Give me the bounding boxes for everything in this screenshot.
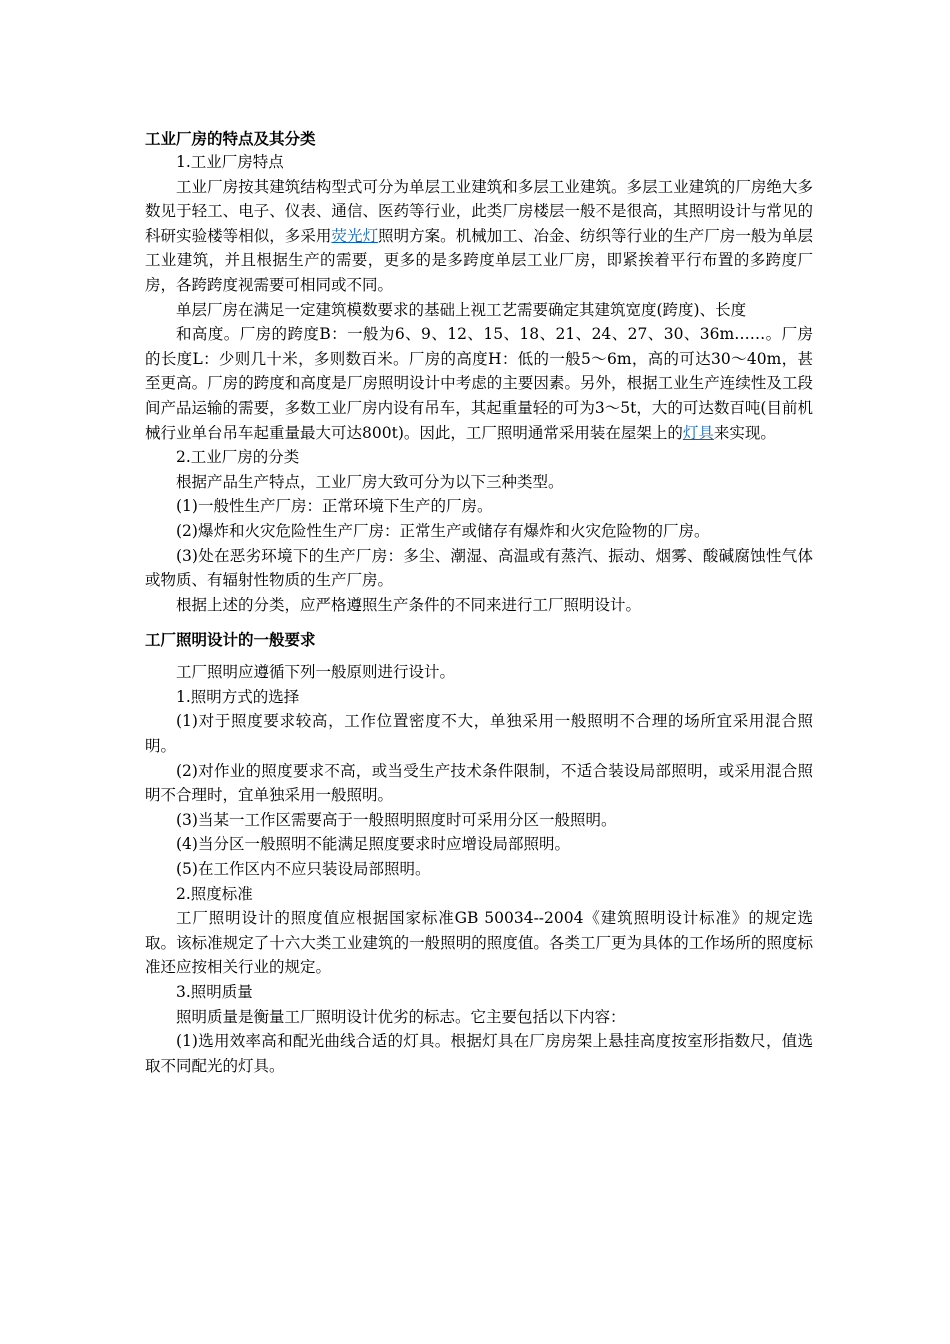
paragraph-lighting-quality: 照明质量是衡量工厂照明设计优劣的标志。它主要包括以下内容： (176, 1007, 626, 1026)
list-item-local-lighting: (4)当分区一般照明不能满足照度要求时应增设局部照明。 (176, 835, 570, 854)
list-item-zoned-lighting: (3)当某一工作区需要高于一般照明照度时可采用分区一般照明。 (176, 810, 617, 829)
list-item-no-local-only: (5)在工作区内不应只装设局部照明。 (176, 860, 431, 879)
list-item-general-lighting: (2)对作业的照度要求不高，或当受生产技术条件限制，不适合装设局部照明，或采用混合照明不合理时，宜单独采用一般照明。 (145, 761, 813, 805)
link-fluorescent-lamp[interactable]: 荧光灯 (331, 226, 379, 245)
paragraph-dimensions (145, 322, 813, 445)
section-spacer (145, 617, 813, 629)
paragraph-classification-conclusion: 根据上述的分类，应严格遵照生产条件的不同来进行工厂照明设计。 (176, 595, 642, 614)
paragraph-text: 和高度。厂房的跨度B：一般为6、9、12、15、18、21、24、27、30、36m……。厂房的长度L：少则几十米，多则数百米。厂房的高度H：低的一般5～6m，高的可达30～40m，甚至更高。厂房的跨度和高度是厂房照明设计中考虑的主要因素。另外，根据工业生产连续性及工段间产品运输的需要，多数工业厂房内设有吊车，其起重量轻的可为3～5t，大的可达数百吨(目前机械行业单台吊车起重量最大可达800t)。因此，工厂照明通常采用装在屋架上的 (145, 325, 813, 442)
document-body (145, 128, 813, 1078)
section-heading-lighting-requirements: 工厂照明设计的一般要求 (145, 631, 316, 650)
paragraph-text: 来实现。 (713, 423, 776, 442)
subheading-lighting-quality: 3.照明质量 (176, 983, 253, 1001)
link-luminaire[interactable]: 灯具 (682, 423, 714, 442)
paragraph-principles-intro: 工厂照明应遵循下列一般原则进行设计。 (176, 663, 456, 682)
paragraph-text: 照明方案。机械加工、冶金、纺织等行业的生产厂房一般为单层工业建筑，并且根据生产的需要，更多的是多跨度单层工业厂房，即紧挨着平行布置的多跨度厂房，各跨跨度视需要可相同或不同。 (145, 226, 813, 294)
list-item-general-factory: (1)一般性生产厂房：正常环境下生产的厂房。 (176, 497, 493, 516)
paragraph-single-storey: 单层厂房在满足一定建筑模数要求的基础上视工艺需要确定其建筑宽度(跨度)、长度 (176, 300, 747, 319)
list-item-harsh-environment-factory: (3)处在恶劣环境下的生产厂房：多尘、潮湿、高温或有蒸汽、振动、烟雾、酸碱腐蚀性气体或物质、有辐射性物质的生产厂房。 (145, 546, 813, 590)
paragraph-building-types (145, 175, 813, 298)
subheading-illuminance-standard: 2.照度标准 (176, 884, 253, 903)
heading-spacer (145, 651, 813, 660)
paragraph-classification-intro: 根据产品生产特点，工业厂房大致可分为以下三种类型。 (176, 472, 564, 491)
subheading-factory-features: 1.工业厂房特点 (176, 153, 284, 171)
paragraph-text: 工业厂房按其建筑结构型式可分为单层工业建筑和多层工业建筑。多层工业建筑的厂房绝大多数见于轻工、电子、仪表、通信、医药等行业，此类厂房楼层一般不是很高，其照明设计与常见的科研实验楼等相似，多采用 (145, 177, 813, 245)
list-item-luminaire-selection: (1)选用效率高和配光曲线合适的灯具。根据灯具在厂房房架上悬挂高度按室形指数尺，值选取不同配光的灯具。 (145, 1032, 813, 1075)
paragraph-illuminance-standard: 工厂照明设计的照度值应根据国家标准GB 50034--2004《建筑照明设计标准》的规定选取。该标准规定了十六大类工业建筑的一般照明的照度值。各类工厂更为具体的工作场所的照度标准还应按相关行业的规定。 (145, 909, 813, 977)
section-heading-factory-features: 工业厂房的特点及其分类 (145, 130, 316, 148)
list-item-mixed-lighting: (1)对于照度要求较高，工作位置密度不大，单独采用一般照明不合理的场所宜采用混合照明。 (145, 712, 813, 756)
subheading-factory-classification: 2.工业厂房的分类 (176, 448, 300, 467)
subheading-lighting-mode: 1.照明方式的选择 (176, 687, 300, 706)
list-item-explosion-fire-factory: (2)爆炸和火灾危险性生产厂房：正常生产或储存有爆炸和火灾危险物的厂房。 (176, 521, 710, 540)
